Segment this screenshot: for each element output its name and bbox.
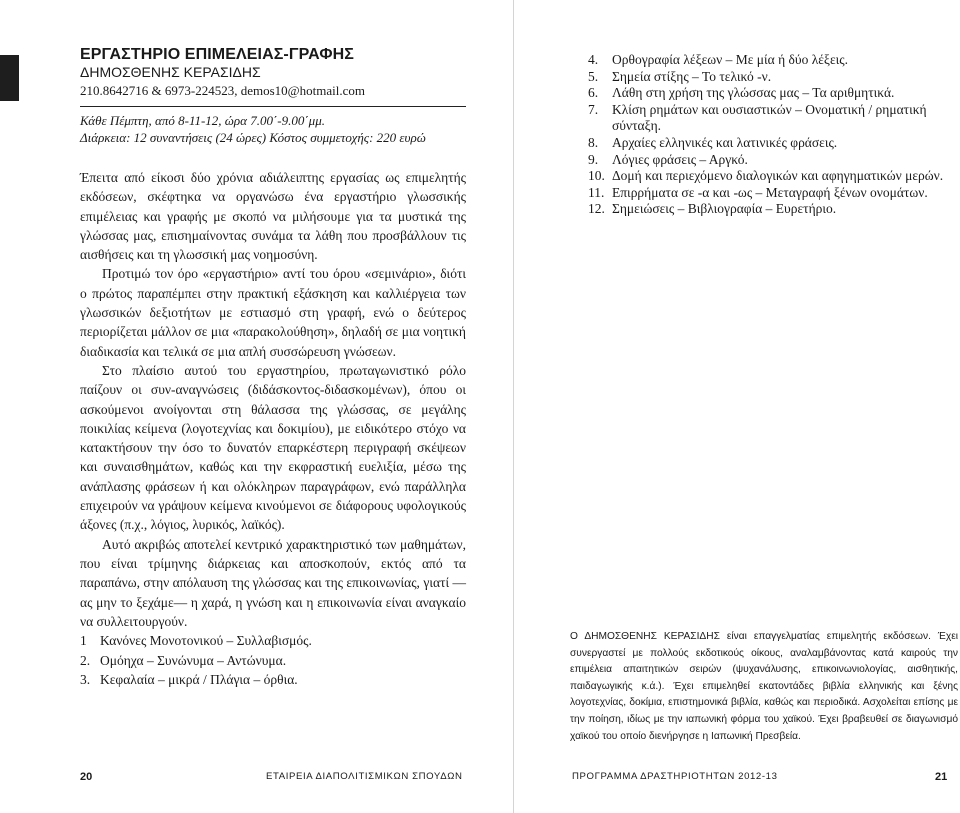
list-item (588, 85, 948, 102)
list-item-text: Κανόνες Μονοτονικού – Συλλαβισμός. (100, 633, 312, 649)
list-item (80, 651, 466, 671)
right-page (588, 52, 948, 218)
list-item-number: 1 (80, 633, 87, 649)
list-item (588, 69, 948, 86)
right-footer-program: ΠΡΟΓΡΑΜΜΑ ΔΡΑΣΤΗΡΙΟΤΗΤΩΝ 2012-13 (572, 771, 778, 782)
list-item-text: Σημεία στίξης – Το τελικό -ν. (612, 68, 772, 84)
description-body (80, 168, 466, 631)
list-item (588, 152, 948, 169)
paragraph: Έπειτα από είκοσι δύο χρόνια αδιάλειπτης εργασίας ως επιμελητής εκδόσεων, σκέφτηκα να οργανώσω ένα εργαστήριο γλωσσικής επιμέλειας και γραφής με σκοπό να μιλήσουμε για τα μυστικά της γλώσσας μας, επισημαίνοντας συνάμα τα λάθη που προσβάλλουν τις αισθήσεις και τη γλωσσική μας νοημοσύνη. (80, 170, 466, 263)
list-item-text: Λόγιες φράσεις – Αργκό. (612, 151, 748, 167)
list-item-number: 6. (588, 85, 599, 101)
author-bio: Ο ΔΗΜΟΣΘΕΝΗΣ ΚΕΡΑΣΙΔΗΣ είναι επαγγελματίας επιμελητής εκδόσεων. Έχει συνεργαστεί με πολλούς εκδοτικούς οίκους, αναλαμβάνοντας κατά καιρούς την επιμέλεια απαιτητικών σειρών (ψυχανάλυσης, επικοινωνιολογίας, αισθητικής, παιδαγωγικής κ.ά.). Έχει επιμεληθεί εκατοντάδες βιβλία ελληνικής και ξένης λογοτεχνίας, δοκίμια, επιστημονικά βιβλία, καθώς και περιοδικά. Ασχολείται επίσης με την ποίηση, ιδίως με την ιαπωνική φόρμα του χαϊκού. Έχει βραβευθεί σε διαγωνισμό χαϊκού του οποίο διενήργησε η Ιαπωνική Πρεσβεία. (570, 631, 958, 742)
chapter-tab-marker (0, 55, 19, 101)
contact-info: 210.8642716 & 6973-224523, demos10@hotmail.com (80, 83, 365, 98)
list-item-text: Σημειώσεις – Βιβλιογραφία – Ευρετήριο. (612, 201, 837, 217)
list-item-number: 3. (80, 672, 91, 688)
header-rule (80, 106, 466, 107)
duration-cost-line: Διάρκεια: 12 συναντήσεις (24 ώρες) Κόστος συμμετοχής: 220 ευρώ (80, 130, 426, 145)
list-item (588, 168, 948, 185)
list-item-number: 8. (588, 134, 599, 150)
list-item (588, 185, 948, 202)
list-item-number: 11. (588, 184, 605, 200)
list-item (80, 631, 466, 651)
list-item-number: 7. (588, 101, 599, 117)
list-item-text: Ομόηχα – Συνώνυμα – Αντώνυμα. (100, 652, 287, 668)
topics-list-part1 (80, 631, 466, 690)
list-item-number: 10. (588, 168, 605, 184)
list-item (588, 52, 948, 69)
workshop-title: ΕΡΓΑΣΤΗΡΙΟ ΕΠΙΜΕΛΕΙΑΣ-ΓΡΑΦΗΣ (80, 46, 354, 63)
paragraph: Προτιμώ τον όρο «εργαστήριο» αντί του όρου «σεμινάριο», διότι ο πρώτος παραπέμπει στην πρακτική εξάσκηση και καλλιέργεια των γλωσσικών δεξιοτήτων με εστιασμό στη γραφή, ενώ ο δεύτερος περιορίζεται μάλλον σε μια «παρακολούθηση», δηλαδή σε μια νοητική διαδικασία και τελικά σε μια απλή συσσώρευση γνώσεων. (80, 266, 466, 359)
list-item-number: 9. (588, 151, 599, 167)
list-item (80, 670, 466, 690)
list-item-text: Κεφαλαία – μικρά / Πλάγια – όρθια. (100, 672, 298, 688)
list-item (588, 135, 948, 152)
list-item-number: 5. (588, 68, 599, 84)
left-page (80, 46, 466, 690)
instructor-name: ΔΗΜΟΣΘΕΝΗΣ ΚΕΡΑΣΙΔΗΣ (80, 64, 261, 80)
list-item-text: Δομή και περιεχόμενο διαλογικών και αφηγηματικών μερών. (612, 168, 944, 184)
list-item-number: 12. (588, 201, 605, 217)
list-item-text: Ορθογραφία λέξεων – Με μία ή δύο λέξεις. (612, 52, 848, 67)
list-item-number: 2. (80, 652, 91, 668)
paragraph: Στο πλαίσιο αυτού του εργαστηρίου, πρωταγωνιστικό ρόλο παίζουν οι συν-αναγνώσεις (διδάσκοντος-διδασκομένων), όπου οι ασκούμενοι ανοίγονται στη θάλασσα της γλώσσας, σε μεγάλης ποικιλίας κείμενα (λογοτεχνίας και δοκιμίου), με ειδικότερο στόχο να κατακτήσουν την όσο το δυνατόν επαρκέστερη περιγραφή σκέψεων και συναισθημάτων, καθώς και την εκφραστική ευελιξία, μέσω της ανάπλασης φράσεων ή και ολόκληρων παραγράφων, ενώ παράλληλα επιχειρούν να γράψουν κείμενα κινούμενοι σε διάφορους υφολογικούς άξονες (π.χ., λόγιος, λυρικός, λαϊκός). (80, 362, 466, 533)
list-item-number: 4. (588, 52, 599, 67)
right-page-number: 21 (935, 771, 948, 783)
list-item-text: Κλίση ρημάτων και ουσιαστικών – Ονοματική / ρηματική σύνταξη. (612, 101, 927, 134)
list-item-text: Αρχαίες ελληνικές και λατινικές φράσεις. (612, 134, 838, 150)
left-footer-publisher: ΕΤΑΙΡΕΙΑ ΔΙΑΠΟΛΙΤΙΣΜΙΚΩΝ ΣΠΟΥΔΩΝ (266, 771, 463, 782)
list-item (588, 102, 948, 135)
left-page-number: 20 (80, 771, 93, 783)
list-item-text: Επιρρήματα σε -α και -ως – Μεταγραφή ξένων ονομάτων. (612, 184, 928, 200)
page-gutter (513, 0, 514, 813)
paragraph: Αυτό ακριβώς αποτελεί κεντρικό χαρακτηριστικό των μαθημάτων, που είναι τρίμηνης διάρκειας και αποσκοπούν, εκτός από τα παραπάνω, στην απόλαυση της γλώσσας και της επικοινωνίας, γιατί —ας μην το ξεχάμε— η χαρά, η γνώση και η επικοινωνία είναι αναγκαίο να συλλειτουργούν. (80, 536, 466, 629)
list-item (588, 201, 948, 218)
schedule-line: Κάθε Πέμπτη, από 8-11-12, ώρα 7.00΄-9.00΄μμ. (80, 113, 325, 128)
topics-list-part2 (588, 52, 948, 218)
list-item-text: Λάθη στη χρήση της γλώσσας μας – Τα αριθμητικά. (612, 85, 895, 101)
